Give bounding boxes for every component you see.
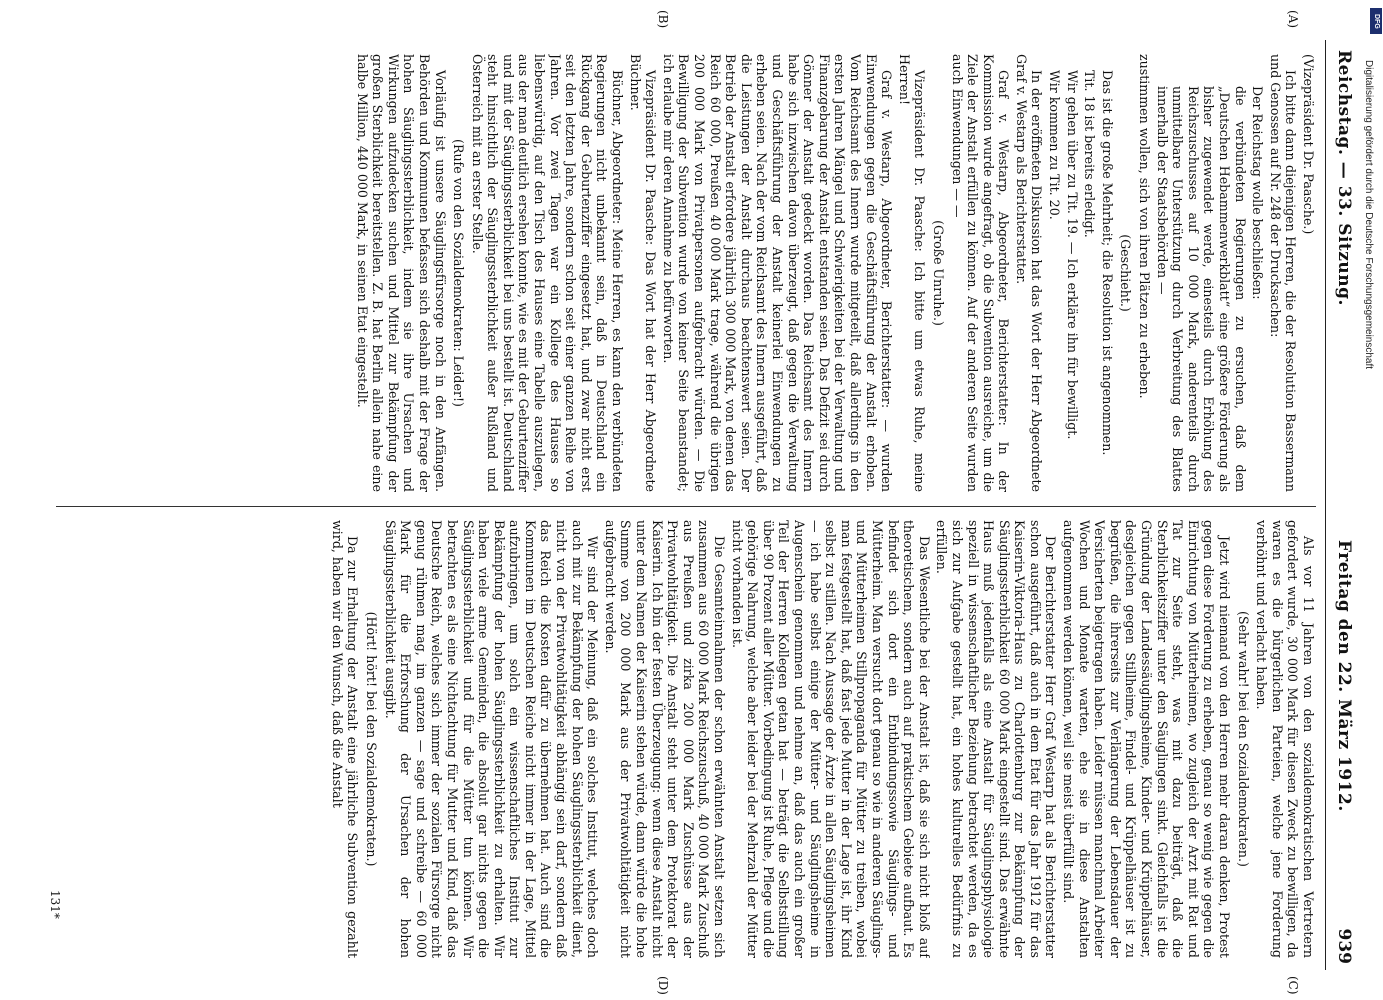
paragraph: Jetzt wird niemand von den Herren mehr daran denken, Protest gegen diese Forderung zu erheben, genau so wenig wie gegen die Einrichtung von Mütterheimen, wo zugleich der Arzt mit Rat und Tat zur Seite steht, was mit dazu beiträgt, daß die Sterblichkeitsziffer unter den Säuglingen sinkt. Gleichfalls ist die Gründung der Landessäuglingsheime, Kinder- und Krüppelhäuser, desgleichen gegen Stillheime, Findel- und Krüppelhäuser ist zu begrüßen, die ihrerseits zur Verlängerung der Lebensdauer der Versicherten beigetragen haben. Leider müssen manchmal Arbeiter Wochen und Monate warten, ehe sie in diese Anstalten aufgenommen werden können, weil sie meist überfüllt sind. [1061, 520, 1233, 958]
paragraph: Vorläufig ist unsere Säuglingsfürsorge noch in den Anfängen. Behörden und Kommunen befassen sich deshalb mit der Frage der hohen Säuglingssterblichkeit, indem sie ihre Ursachen und Wirkungen aufzudecken suchen und Mittel zur Bekämpfung der großen Sterblichkeit bereitstellen. Z. B. hat Berlin allein nahe eine halbe Million, 440 000 Mark, in seinen Etat eingestellt. [354, 54, 448, 492]
dfg-logo: DFG [1370, 8, 1382, 34]
paragraph: Wir gehen über zu Tit. 19. — Ich erkläre ihn für bewilligt. [1064, 70, 1080, 440]
right-text-column [46, 520, 1316, 958]
margin-marker-c: (C) [1286, 976, 1300, 995]
paragraph: Der Berichterstatter Herr Graf Westarp hat als Berichterstatter schon ausgeführt, daß auch in dem Etat für das Jahr 1912 für das Kaiserin-Viktoria-Haus zu Charlottenburg zur Bekämpfung der Säuglingssterblichkeit 60 000 Mark eingestellt sind. Das erwähnte Haus muß jedenfalls als eine Anstalt für Säuglingsphysiologie speziell in wissenschaftlicher Beziehung betrachtet werden, da es sich zur Aufgabe gestellt hat, ein hohes kulturelles Bedürfnis zu erfüllen. [934, 520, 1059, 958]
interjection: (Rufe von den Sozialdemokraten: Leider!) [451, 139, 467, 407]
paragraph: Vizepräsident Dr. Paasche: Das Wort hat der Herr Abgeordnete Büchner. [627, 54, 659, 492]
paragraph: Der Reichstag wolle beschließen: [1250, 86, 1266, 300]
paragraph: Büchner, Abgeordneter: Meine Herren, es kann den verbündeten Regierungen nicht unbekannt sein, daß in Deutschland ein Rückgang der Geburtenziffer eingesetzt hat, und zwar nicht erst seit den letzten Jahre, sondern schon seit einer ganzen Reihe von Jahren. Vor zwei Tagen war ein Kollege des Hauses so liebenswürdig, auf den Tisch des Hauses eine Tabelle auszulegen, aus der man deutlich ersehen konnte, wie es mit der Geburtenziffer und mit der Säuglingssterblichkeit bei uns bestellt ist. Deutschland steht hinsichtlich der Säuglingssterblichkeit außer Rußland und Österreich mit an erster Stelle. [469, 54, 626, 492]
paragraph: Tit. 18 ist bereits erledigt. [1082, 70, 1098, 238]
paragraph: Das ist die große Mehrheit; die Resolution ist angenommen. [1099, 70, 1115, 456]
digitization-credit [1358, 20, 1378, 980]
paragraph: Die Gesamteinnahmen der schon erwähnten Anstalt setzen sich zusammen aus 60 000 Mark Reichszuschuß, 40 000 Mark Zuschuß aus Preußen und zirka 200 000 Mark Zuschüsse aus der Privatwohltätigkeit. Die Anstalt steht unter dem Protektorat der Kaiserin. Ich bin der festen Überzeugung: wenn diese Anstalt nicht unter dem Namen der Kaiserin stehen würde, dann würde die hohe Summe von 200 000 Mark aus der Privatwohltätigkeit nicht aufgebracht werden. [602, 520, 728, 958]
margin-marker-a: (A) [1286, 10, 1300, 29]
paragraph: (Vizepräsident Dr. Paasche.) [1301, 54, 1316, 235]
interjection: (Sehr wahr! bei den Sozialdemokraten.) [1235, 611, 1251, 867]
paragraph: Da zur Erhaltung der Anstalt eine jährliche Subvention gezahlt wird, haben wir den Wunsch, daß die Anstalt [329, 520, 361, 958]
paragraph: Als vor 11 Jahren von den sozialdemokratischen Vertretern gefordert wurde, 30 000 Mark für diesen Zweck zu bewilligen, da waren es die bürgerlichen Parteien, welche jene Forderung verhöhnt und verlacht haben. [1254, 520, 1316, 958]
header-date: Freitag den 22. März 1912. [1334, 540, 1354, 812]
interjection: (Hört! hört! bei den Sozialdemokraten.) [363, 611, 379, 867]
paragraph: Graf v. Westarp, Abgeordneter, Berichterstatter: — wurden Einwendungen gegen die Geschäftsführung der Anstalt erhoben. Vom Reichsamt des Innern wurde mitgeteilt, daß allerdings in den ersten Jahren Mängel und Schwierigkeiten bei der Verwaltung und Finanzgebarung der Anstalt entstanden seien. Das Defizit sei durch Gönner der Anstalt gedeckt worden. Das Reichsamt des Innern habe sich inzwischen davon überzeugt, daß gegen die Verwaltung und Geschäftsführung der Anstalt keinerlei Einwendungen zu erheben seien. Nach der vom Reichsamt des Innern ausgeführt, daß die Leistungen der Anstalt durchaus beachtenswert seien. Der Betrieb der Anstalt erfordere jährlich 300 000 Mark, von denen das Reich 60 000, Preußen 40 000 Mark trage, während die übrigen 200 000 Mark von Privatpersonen aufgebracht würden. — Die Bewilligung der Subvention wurde von keiner Seite beanstandet; ich erlaube mir deren Annahme zu befürworten. [660, 54, 895, 492]
margin-marker-b: (B) [656, 10, 670, 29]
paragraph: Ich bitte dann diejenigen Herren, die der Resolution Bassermann und Genossen auf Nr. 248 der Drucksachen: [1267, 54, 1299, 492]
column-divider [56, 506, 1316, 507]
page-header [1325, 40, 1360, 970]
paragraph: Vizepräsident Dr. Paasche: Ich bitte um etwas Ruhe, meine Herren! [896, 54, 928, 492]
document-page [40, 10, 1360, 995]
margin-marker-d: (D) [656, 976, 670, 995]
credit-text: Digitalisierung gefördert durch die Deutsche Forschungsgemeinschaft [1363, 60, 1374, 370]
interjection: (Große Unruhe.) [930, 220, 946, 326]
paragraph: In der eröffneten Diskussion hat das Wort der Herr Abgeordnete Graf v. Westarp als Berichterstatter. [1013, 54, 1045, 492]
paragraph: Das Wesentliche bei der Anstalt ist, daß sie sich nicht bloß auf theoretischem, sondern auch auf praktischem Gebiete aufbaut. Es befindet sich dort ein Entbindungssowie Säuglings- und Mütterheim. Man versucht dort genau so wie in anderen Säuglings- und Mütterheimen Stillpropaganda für Mütter zu treiben, wobei man festgestellt hat, daß fast jede Mutter in der Lage ist, ihr Kind selbst zu stillen. Nach Aussage der Ärzte in allen Säuglingsheimen — ich habe selbst einige der Mütter- und Säuglingsheime in Augenschein genommen und nehme an, daß das auch ein großer Teil der Herren Kollegen getan hat — beträgt die Selbststillung über 90 Prozent aller Mütter. Vorbedingung ist Ruhe, Pflege und die gehörige Nahrung, welche aber leider bei der Mehrzahl der Mütter nicht vorhanden ist. [729, 520, 932, 958]
interjection: (Geschieht.) [1118, 234, 1134, 312]
left-text-column [46, 54, 1316, 492]
paragraph: Wir kommen zu Tit. 20. [1047, 70, 1063, 220]
header-session: Reichstag. — 33. Sitzung. [1334, 50, 1354, 306]
paragraph: zustimmen wollen, sich von ihren Plätzen zu erheben. [1137, 54, 1153, 399]
page-number: 939 [1334, 928, 1354, 964]
paragraph: Wir sind der Meinung, daß ein solches Institut, welches doch auch mit zur Bekämpfung der hohen Säuglingssterblichkeit dient, nicht von der Privatwohltätigkeit abhängig sein darf, sondern daß das Reich die Kosten dafür zu übernehmen hat. Auch sind die Kommunen im Deutschen Reiche nicht immer in der Lage, Mittel aufzubringen, um solch ein wissenschaftliches Institut zur Bekämpfung der hohen Säuglingssterblichkeit zu erhalten. Wir haben viele arme Gemeinden, die absolut gar nichts gegen die Säuglingssterblichkeit und für die Mütter tun können. Wir betrachten es als eine Nichtachtung für Mutter und Kind, daß das Deutsche Reich, welches sich immer der sozialen Fürsorge nicht genug rühmen mag, im ganzen — sage und schreibe — 60 000 Mark für die Erforschung der Ursachen der hohen Säuglingssterblichkeit ausgibt. [382, 520, 601, 958]
paragraph: die verbündeten Regierungen zu ersuchen, daß dem „Deutschen Hebammenwerkblatt“ eine größere Förderung als bisher zugewendet werde, einesteils durch Erhöhung des Reichszuschusses auf 10 000 Mark, anderenteils durch unmittelbare Unterstützung durch Verbreitung des Blattes innerhalb der Staatsbehörden — [1154, 86, 1248, 492]
paragraph: Graf v. Westarp, Abgeordneter, Berichterstatter: In der Kommission wurde angefragt, ob die Subvention ausreiche, um die Ziele der Anstalt erfüllen zu können. Auf der anderen Seite wurden auch Einwendungen — — [949, 54, 1012, 492]
signature-mark: 131* [48, 890, 62, 919]
